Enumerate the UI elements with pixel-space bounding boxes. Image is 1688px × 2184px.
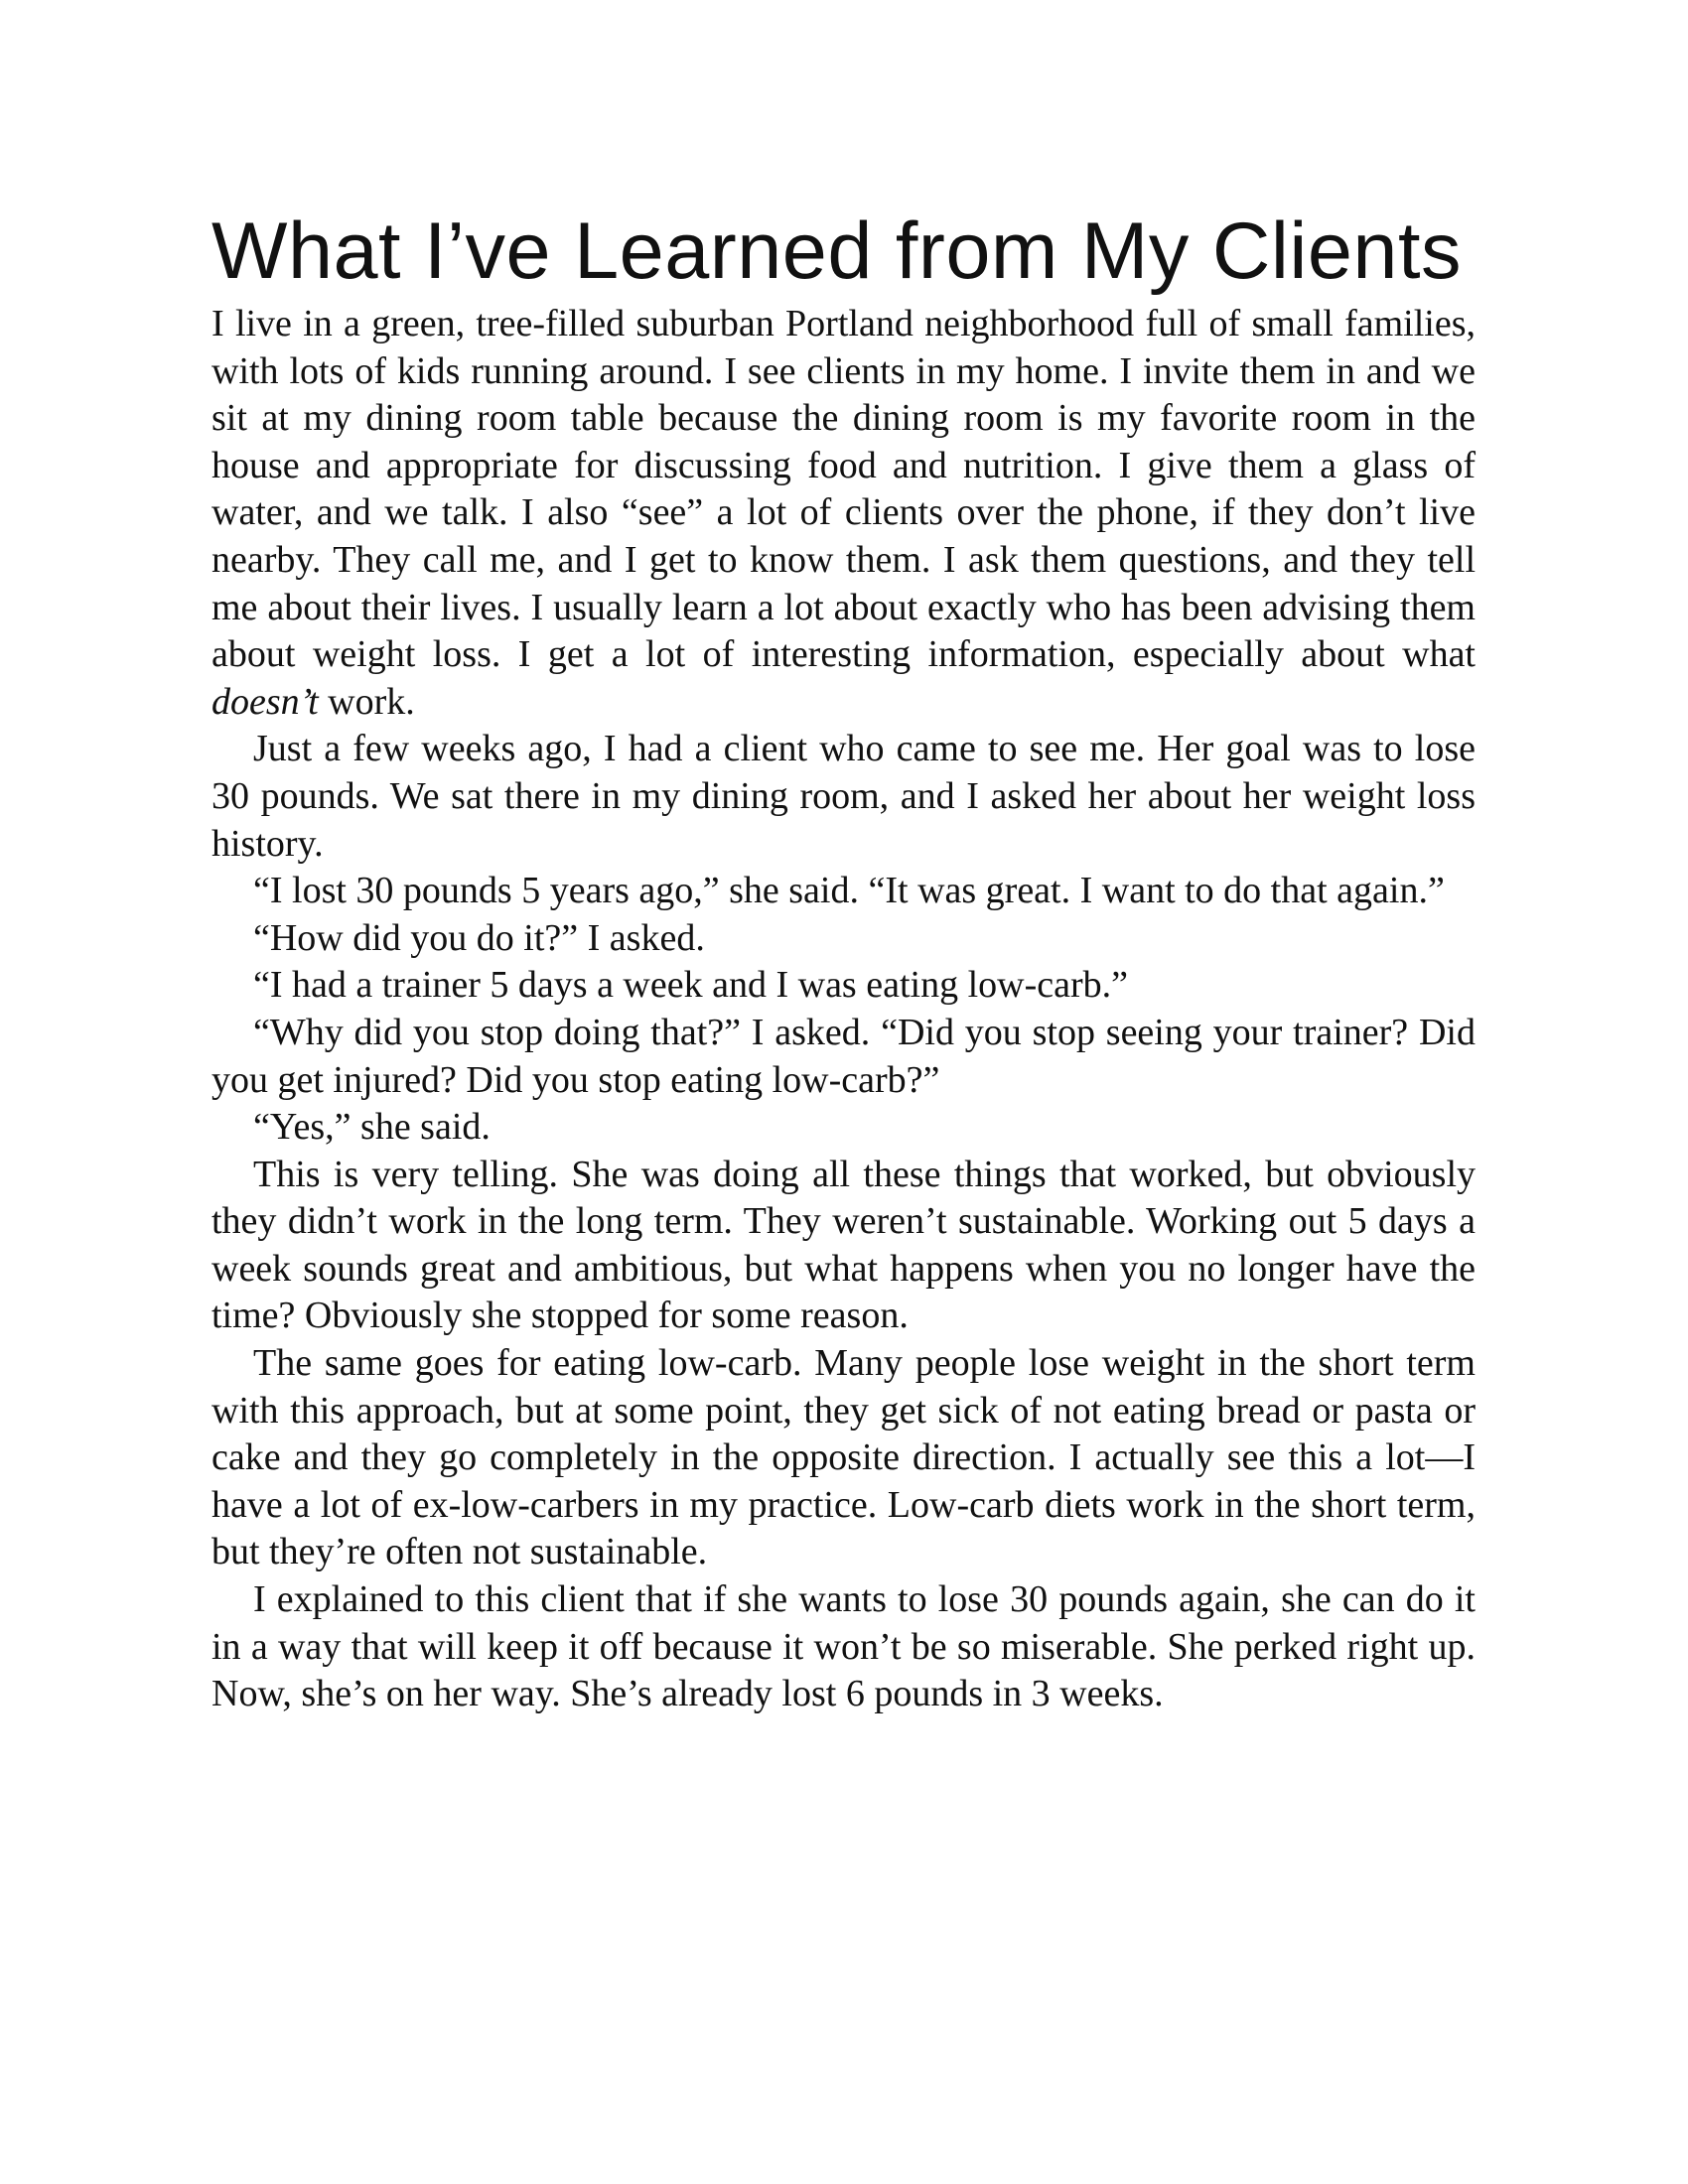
paragraph-7: “Yes,” she said. [253, 1106, 491, 1149]
paragraph-5: “I had a trainer 5 days a week and I was eating low-carb.” [253, 964, 1128, 1007]
paragraph-1-text: I live in a green, tree-filled suburban Portland neighborhood full of small families, with lots of kids running around. I see clients in my home. I invite them in and we sit at my dining room table because the dining room is my favorite room in the house and appropriate for discussing food and nutrition. I give them a glass of water, and we talk. I also “see” a lot of clients over the phone, if they don’t live nearby. They call me, and I get to know them. I ask them questions, and they tell me about their lives. I usually learn a lot about exactly who has been advising them about weight loss. I get a lot of interesting information, especially about what [211, 303, 1476, 676]
paragraph-3: “I lost 30 pounds 5 years ago,” she said. “It was great. I want to do that again.” [253, 870, 1445, 912]
paragraph-10: I explained to this client that if she wants to lose 30 pounds again, she can do it in a way that will keep it off because it won’t be so miserable. She perked right up. Now, she’s on her way. She’s already lost 6 pounds in 3 weeks. [211, 1578, 1476, 1715]
document-page [211, 204, 1476, 1718]
paragraph-4: “How did you do it?” I asked. [253, 916, 705, 959]
paragraph-1 [211, 301, 1476, 726]
paragraph-6: “Why did you stop doing that?” I asked. “Did you stop seeing your trainer? Did you get injured? Did you stop eating low-carb?” [211, 1011, 1476, 1101]
body-text [211, 301, 1476, 1718]
chapter-title: What I’ve Learned from My Clients [211, 206, 1462, 296]
paragraph-8: This is very telling. She was doing all these things that worked, but obviously they didn’t work in the long term. They weren’t sustainable. Working out 5 days a week sounds great and ambitious, but what happens when you no longer have the time? Obviously she stopped for some reason. [211, 1153, 1476, 1337]
paragraph-9: The same goes for eating low-carb. Many people lose weight in the short term with this approach, but at some point, they get sick of not eating bread or pasta or cake and they go completely in the opposite direction. I actually see this a lot—I have a lot of ex-low-carbers in my practice. Low-carb diets work in the short term, but they’re often not sustainable. [211, 1342, 1476, 1573]
paragraph-2: Just a few weeks ago, I had a client who came to see me. Her goal was to lose 30 pounds. We sat there in my dining room, and I asked her about her weight loss history. [211, 728, 1476, 865]
paragraph-1-emphasis: doesn’t [211, 680, 319, 723]
paragraph-1-end: work. [318, 680, 415, 723]
